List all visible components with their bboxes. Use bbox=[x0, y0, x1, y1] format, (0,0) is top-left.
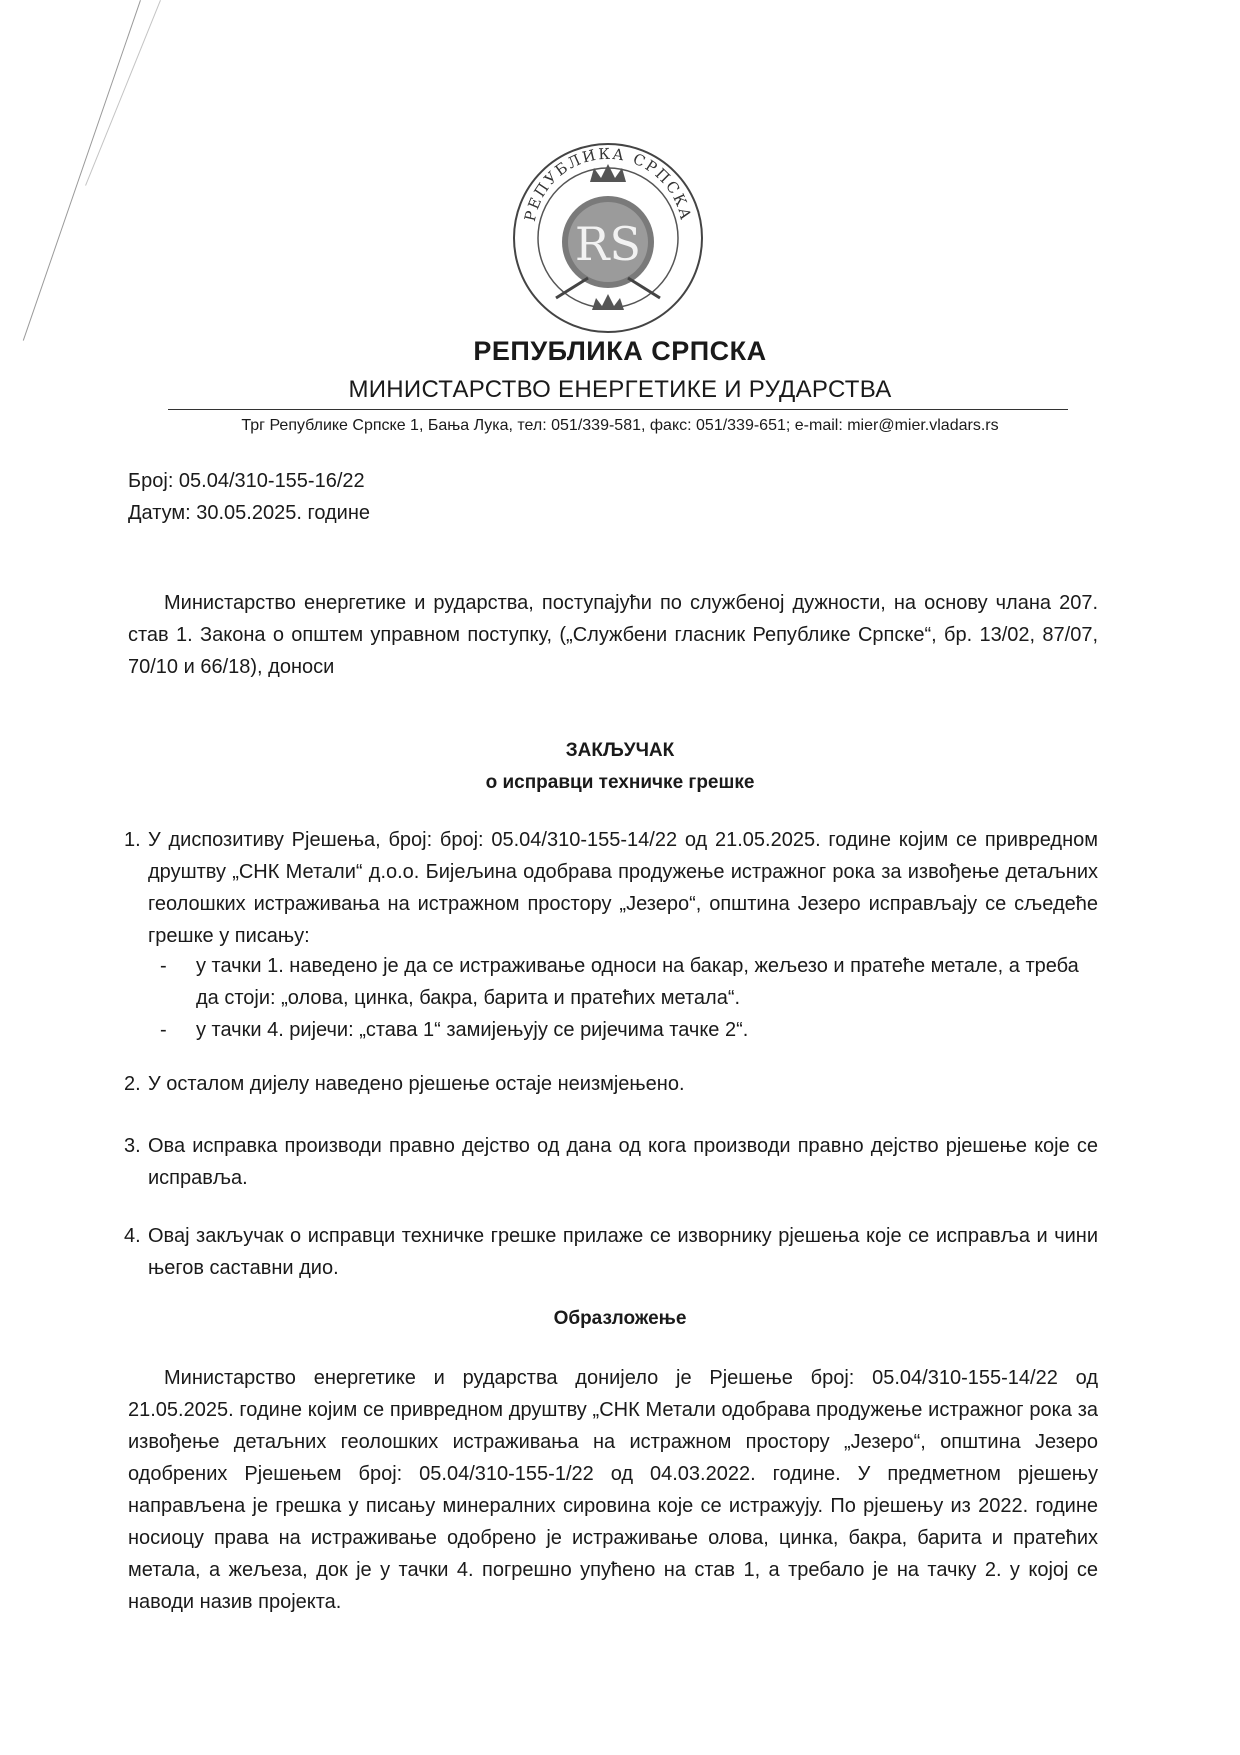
list-item-text: У диспозитиву Рјешења, број: број: 05.04/310-155-14/22 од 21.05.2025. године којим се привредном друштву „СНК Метали“ д.о.о. Бијељина одобрава продужење истражног рока за извођење детаљних геолошких истраживања на истражном простору „Језеро“, општина Језеро исправљају се сљедеће грешке у писању: bbox=[148, 829, 1098, 947]
svg-text:РЕПУБЛИКА СРПСКА: РЕПУБЛИКА СРПСКА bbox=[520, 144, 696, 224]
sub-list-dash: - bbox=[160, 955, 167, 977]
conclusion-subtitle: о исправци техничке грешке bbox=[485, 772, 755, 793]
scan-artifact-line bbox=[23, 0, 141, 341]
svg-text:RS: RS bbox=[574, 217, 642, 271]
list-item bbox=[124, 1130, 1098, 1194]
list-item-number: 1. bbox=[124, 829, 141, 851]
list-item-number: 4. bbox=[124, 1225, 141, 1247]
document-date: Датум: 30.05.2025. године bbox=[128, 502, 371, 524]
list-item-number: 2. bbox=[124, 1073, 141, 1095]
list-item bbox=[124, 1220, 1098, 1284]
list-item bbox=[124, 1068, 1098, 1100]
sub-list-text: у тачки 4. ријечи: „става 1“ замијењују се ријечима тачке 2“. bbox=[196, 1019, 749, 1041]
contact-line: Трг Републике Српске 1, Бања Лука, тел: 051/339-581, факс: 051/339-651; e-mail: mier@mier.vladars.rs bbox=[241, 417, 999, 434]
intro-paragraph: Министарство енергетике и рударства, поступајући по службеној дужности, на основу члана 207. став 1. Закона о општем управном поступку, („Службени гласник Републике Српске“, бр. 13/02, 87/07, 70/10 и 66/18), доноси bbox=[128, 592, 1098, 678]
sub-list-text: у тачки 1. наведено је да се истраживање односи на бакар, жељезо и пратеће метале, а треба да стоји: „олова, цинка, бакра, барита и пратећих метала“. bbox=[196, 955, 1079, 1009]
list-item-number: 3. bbox=[124, 1135, 141, 1157]
reasoning-paragraph: Министарство енергетике и рударства донијело је Рјешење број: 05.04/310-155-14/22 од 21.05.2025. године којим се привредном друштву „СНК Метали одобрава продужење истражног рока за извођење детаљних геолошких истраживања на истражном простору „Језеро“, општина Језеро одобрених Рјешењем број: 05.04/310-155-1/22 од 04.03.2022. године. У предметном рјешењу направљена је грешка у писању минералних сировина које се истражују. По рјешењу из 2022. године носиоцу права на истраживање одобрено је истраживање олова, цинка, бакра, барита и пратећих метала, а жељеза, док је у тачки 4. погрешно упућено на став 1, а требало је на тачку 2. у којој се наводи назив пројекта. bbox=[128, 1367, 1098, 1613]
list-item bbox=[124, 824, 1098, 952]
document-number: Број: 05.04/310-155-16/22 bbox=[128, 470, 365, 492]
header-divider bbox=[168, 409, 1068, 410]
sub-list-dash: - bbox=[160, 1019, 167, 1041]
coat-of-arms-seal-icon bbox=[508, 138, 708, 338]
reasoning-title: Образложење bbox=[553, 1308, 687, 1329]
ministry-title: МИНИСТАРСТВО ЕНЕРГЕТИКЕ И РУДАРСТВА bbox=[348, 376, 892, 403]
republic-title: РЕПУБЛИКА СРПСКА bbox=[473, 336, 767, 366]
list-item-text: У осталом дијелу наведено рјешење остаје неизмјењено. bbox=[148, 1073, 685, 1095]
sub-list-item bbox=[160, 1014, 1098, 1046]
list-item-text: Овај закључак о исправци техничке грешке прилаже се изворнику рјешења које се исправља и чини његов саставни дио. bbox=[148, 1225, 1098, 1279]
list-item-text: Ова исправка производи правно дејство од дана од кога производи правно дејство рјешење које се исправља. bbox=[148, 1135, 1098, 1189]
conclusion-title: ЗАКЉУЧАК bbox=[565, 740, 675, 761]
sub-list-item bbox=[160, 950, 1098, 1014]
scan-artifact-line bbox=[85, 0, 161, 186]
